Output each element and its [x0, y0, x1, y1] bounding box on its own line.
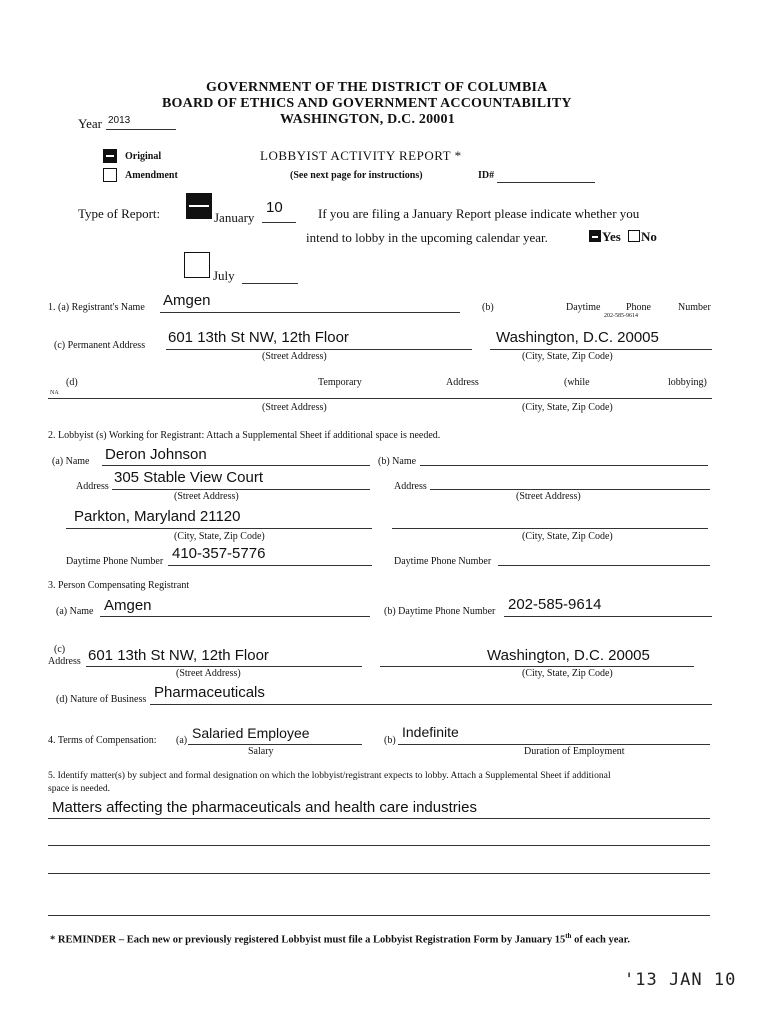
lobbyist-a-address-label: Address: [76, 481, 109, 492]
amendment-label: Amendment: [125, 170, 178, 181]
lobbyist-a-phone-label: Daytime Phone Number: [66, 556, 164, 567]
phone-number-word: Number: [678, 302, 711, 313]
received-date-stamp: '13 JAN 10: [624, 970, 737, 990]
compensator-phone-label: (b) Daytime Phone Number: [384, 606, 496, 617]
compensator-c-label: (c): [54, 644, 66, 655]
salary-caption: Salary: [248, 746, 274, 757]
while-word: (while: [564, 377, 590, 388]
city-caption: (City, State, Zip Code): [522, 351, 613, 362]
lobbyist-a-street-caption: (Street Address): [174, 491, 239, 502]
compensator-city-caption: (City, State, Zip Code): [522, 668, 613, 679]
year-value[interactable]: 2013: [108, 115, 131, 126]
report-title: LOBBYIST ACTIVITY REPORT *: [260, 148, 462, 163]
lobbying-word: lobbying): [668, 377, 707, 388]
lobbyist-a-phone-value[interactable]: 410-357-5776: [172, 545, 266, 562]
compensator-city-value[interactable]: Washington, D.C. 20005: [487, 647, 650, 664]
phone-daytime-word: Daytime: [566, 302, 601, 313]
registrant-phone-b-label: (b): [482, 302, 494, 313]
compensator-address-label: Address: [48, 656, 81, 667]
terms-of-compensation-label: 4. Terms of Compensation:: [48, 735, 157, 746]
temporary-address-d-label: (d): [66, 377, 78, 388]
agency-address: WASHINGTON, D.C. 20001: [280, 112, 455, 127]
permanent-address-label: (c) Permanent Address: [54, 340, 146, 351]
section5-instructions-line2: space is needed.: [48, 783, 111, 794]
id-label: ID#: [478, 170, 495, 181]
compensator-name-label: (a) Name: [56, 606, 94, 617]
temporary-address-value[interactable]: NA: [50, 390, 59, 396]
duration-caption: Duration of Employment: [524, 746, 625, 757]
permanent-city-value[interactable]: Washington, D.C. 20005: [496, 329, 659, 346]
no-label: No: [641, 229, 657, 244]
phone-phone-word: Phone: [626, 302, 651, 313]
nature-of-business-label: (d) Nature of Business: [56, 694, 147, 705]
lobbyist-b-name-label: (b) Name: [378, 456, 417, 467]
section2-heading: 2. Lobbyist (s) Working for Registrant: Attach a Supplemental Sheet if additional space is needed.: [48, 430, 441, 441]
lobbyist-a-city-caption: (City, State, Zip Code): [174, 531, 265, 542]
temporary-word: Temporary: [318, 377, 362, 388]
original-checkbox[interactable]: [103, 149, 117, 163]
compensator-phone-value[interactable]: 202-585-9614: [508, 596, 602, 613]
compensator-street-caption: (Street Address): [176, 668, 241, 679]
lobbyist-b-street-caption: (Street Address): [516, 491, 581, 502]
january-checkbox[interactable]: [186, 193, 212, 219]
january-label: January: [214, 210, 255, 225]
nature-of-business-value[interactable]: Pharmaceuticals: [154, 684, 265, 701]
intent-line1: If you are filing a January Report please indicate whether you: [318, 206, 640, 221]
agency-title-line2: BOARD OF ETHICS AND GOVERNMENT ACCOUNTABILITY: [162, 96, 572, 111]
amendment-checkbox[interactable]: [103, 168, 117, 182]
temp-city-caption: (City, State, Zip Code): [522, 402, 613, 413]
type-of-report-label: Type of Report:: [78, 206, 161, 221]
no-checkbox[interactable]: [628, 230, 640, 242]
lobbyist-a-name-value[interactable]: Deron Johnson: [105, 446, 207, 463]
reminder-text: Each new or previously registered Lobbyist must file a Lobbyist Registration Form by January 15: [126, 934, 566, 946]
instructions-note: (See next page for instructions): [290, 170, 423, 181]
reminder-lead: * REMINDER: [50, 934, 117, 946]
lobbyist-a-name-label: (a) Name: [52, 456, 90, 467]
original-label: Original: [125, 151, 162, 162]
intent-line2: intend to lobby in the upcoming calendar year.: [306, 230, 548, 245]
permanent-street-value[interactable]: 601 13th St NW, 12th Floor: [168, 329, 349, 346]
january-value[interactable]: 10: [266, 199, 283, 216]
lobbying-matters-value[interactable]: Matters affecting the pharmaceuticals and health care industries: [52, 799, 477, 816]
duration-value[interactable]: Indefinite: [402, 724, 459, 740]
compensator-street-value[interactable]: 601 13th St NW, 12th Floor: [88, 647, 269, 664]
lobbyist-b-city-caption: (City, State, Zip Code): [522, 531, 613, 542]
lobbyist-a-street-value[interactable]: 305 Stable View Court: [114, 469, 263, 486]
registrant-name-label: 1. (a) Registrant's Name: [48, 302, 145, 313]
registrant-phone-value[interactable]: 202-585-9614: [604, 313, 638, 319]
yes-label: Yes: [602, 229, 621, 244]
street-caption: (Street Address): [262, 351, 327, 362]
lobbyist-b-address-label: Address: [394, 481, 427, 492]
lobbyist-b-phone-label: Daytime Phone Number: [394, 556, 492, 567]
agency-title-line1: GOVERNMENT OF THE DISTRICT OF COLUMBIA: [206, 80, 548, 95]
year-label: Year: [78, 116, 102, 131]
compensator-name-value[interactable]: Amgen: [104, 597, 152, 614]
temp-street-caption: (Street Address): [262, 402, 327, 413]
reminder-note: * REMINDER – Each new or previously registered Lobbyist must file a Lobbyist Registration Form by January 15th of each year.: [50, 932, 630, 946]
lobbyist-a-city-value[interactable]: Parkton, Maryland 21120: [74, 508, 241, 525]
registrant-name-value[interactable]: Amgen: [163, 292, 211, 309]
reminder-tail: of each year.: [574, 934, 630, 946]
salary-a-label: (a): [176, 735, 188, 746]
duration-b-label: (b): [384, 735, 396, 746]
reminder-sup: th: [565, 932, 572, 940]
section5-instructions-line1: 5. Identify matter(s) by subject and formal designation on which the lobbyist/registrant expects to lobby. Attach a Supplemental Sheet if additional: [48, 770, 611, 781]
section3-heading: 3. Person Compensating Registrant: [48, 580, 190, 591]
july-checkbox[interactable]: [184, 252, 210, 278]
july-label: July: [213, 268, 235, 283]
address-word: Address: [446, 377, 479, 388]
salary-value[interactable]: Salaried Employee: [192, 725, 310, 741]
yes-checkbox[interactable]: [589, 230, 601, 242]
